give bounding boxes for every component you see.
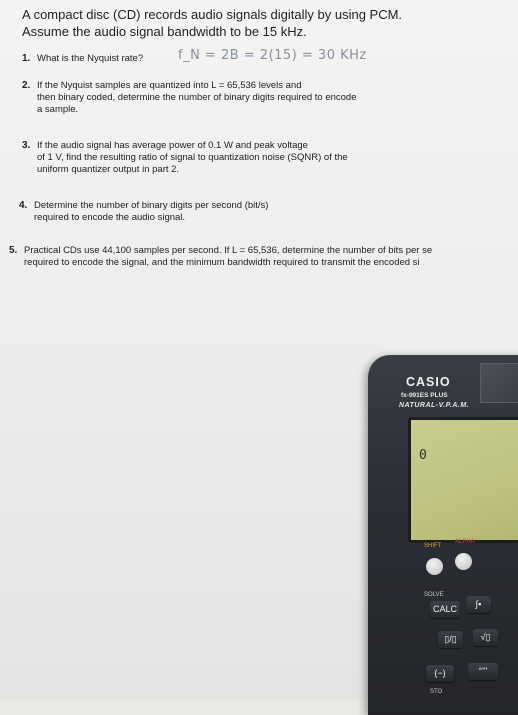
sqrt-key[interactable] [473, 629, 498, 646]
sto-label: STO [430, 689, 443, 695]
integral-icon: ∫▪ [475, 599, 482, 609]
question-text: then binary coded, determine the number of binary digits required to encode [37, 92, 357, 103]
intro-line-1: A compact disc (CD) records audio signals digitally by using PCM. [22, 7, 403, 22]
question-number: 2. [22, 80, 31, 91]
question-text: required to encode the audio signal. [34, 212, 186, 223]
question-4 [19, 200, 269, 224]
problem-intro [22, 6, 402, 40]
question-text: a sample. [37, 104, 79, 115]
question-text: If the Nyquist samples are quantized into L = 65,536 levels and [37, 80, 302, 91]
degree-key[interactable] [468, 663, 498, 680]
question-number: 1. [22, 53, 31, 64]
calculator-model: fx-991ES PLUS [401, 392, 448, 399]
question-text: What is the Nyquist rate? [37, 53, 144, 64]
degree-key-label: °''' [478, 666, 488, 676]
calculator-natural-label: NATURAL-V.P.A.M. [399, 402, 470, 409]
question-text: of 1 V, find the resulting ratio of signal to quantization noise (SQNR) of the [37, 152, 348, 163]
display-value: 0 [419, 448, 427, 463]
integral-key[interactable] [466, 596, 491, 613]
question-5 [9, 245, 433, 269]
question-3 [22, 140, 348, 176]
question-text: Practical CDs use 44,100 samples per second. If L = 65,536, determine the number of bits per se [24, 245, 433, 256]
calc-key-label: CALC [432, 604, 457, 614]
calculator [368, 355, 518, 715]
question-1 [22, 53, 144, 65]
solar-panel [480, 363, 518, 403]
alpha-label: ALPHA [455, 539, 475, 545]
question-text: Determine the number of binary digits per second (bit/s) [34, 200, 269, 211]
sqrt-key-label: √▯ [480, 632, 491, 642]
intro-line-2: Assume the audio signal bandwidth to be 15 kHz. [22, 24, 307, 39]
question-text: uniform quantizer output in part 2. [37, 164, 180, 175]
question-text: If the audio signal has average power of 0.1 W and peak voltage [37, 140, 308, 151]
handwritten-answer: f_N = 2B = 2(15) = 30 KHz [178, 48, 367, 63]
question-number: 3. [22, 140, 31, 151]
fraction-key[interactable] [438, 631, 463, 648]
question-number: 4. [19, 200, 28, 211]
calc-key[interactable] [430, 601, 460, 618]
question-2 [22, 80, 357, 116]
question-number: 5. [9, 245, 18, 256]
fraction-key-label: ▯/▯ [444, 634, 457, 644]
solve-label: SOLVE [424, 592, 444, 598]
alpha-button[interactable] [455, 553, 472, 570]
question-text: required to encode the signal, and the minimum bandwidth required to transmit the encoded si [24, 257, 420, 268]
shift-button[interactable] [426, 558, 443, 575]
shift-label: SHIFT [424, 543, 442, 549]
negative-key-label: (−) [434, 668, 446, 678]
negative-key[interactable] [426, 665, 454, 682]
calculator-display [408, 417, 518, 543]
calculator-brand: CASIO [406, 375, 451, 389]
